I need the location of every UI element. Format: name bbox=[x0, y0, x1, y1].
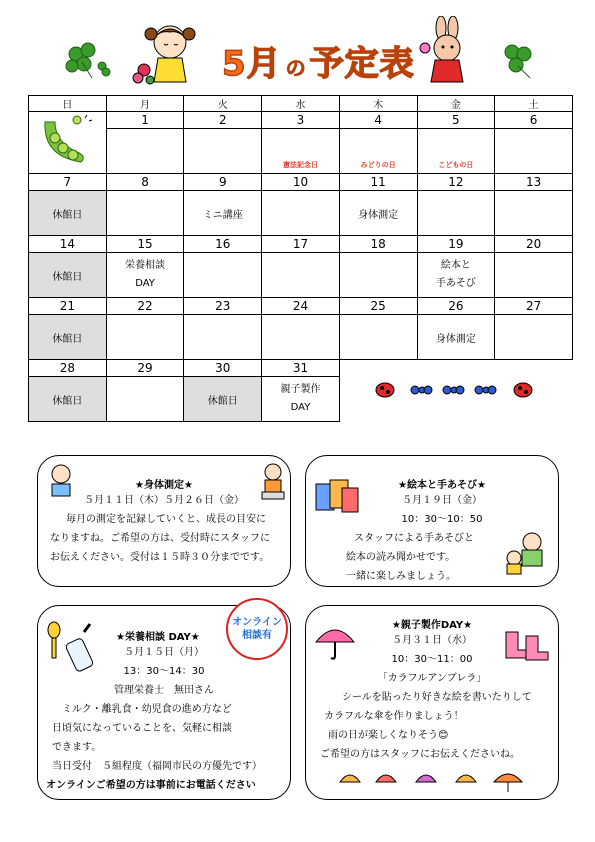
date-cell: 15 bbox=[106, 236, 184, 253]
title-month: 5月 bbox=[222, 44, 282, 84]
online-consultation-badge bbox=[226, 598, 288, 660]
date-cell: 30 bbox=[184, 360, 262, 377]
date-cell: 27 bbox=[495, 298, 573, 315]
date-cell: 21 bbox=[29, 298, 107, 315]
parent-and-child-icon bbox=[502, 530, 554, 576]
rabbit-icon bbox=[415, 16, 475, 88]
nutrition-text-1: ミルク・離乳食・幼児食の進め方など bbox=[62, 704, 232, 715]
rain-boots-icon bbox=[502, 628, 552, 664]
weekday-wed: 水 bbox=[262, 96, 340, 112]
date-cell: 1 bbox=[106, 112, 184, 129]
event-cell bbox=[417, 129, 495, 174]
event-cell bbox=[106, 315, 184, 360]
holiday-label: こどもの日 bbox=[438, 161, 474, 169]
measurement-text-1: 毎月の測定を記録していくと、成長の目安に bbox=[66, 514, 266, 525]
week-4-events bbox=[29, 315, 573, 360]
nutrition-title: ★栄養相談 DAY★ bbox=[116, 632, 200, 643]
event-cell bbox=[184, 129, 262, 174]
week-2-events bbox=[29, 191, 573, 236]
closed-day-cell: 休館日 bbox=[29, 377, 107, 422]
measurement-text-2: なりますね。ご希望の方は、受付時にスタッフに bbox=[50, 533, 270, 544]
event-cell bbox=[495, 191, 573, 236]
date-cell: 19 bbox=[417, 236, 495, 253]
date-cell: 16 bbox=[184, 236, 262, 253]
umbrella-icon bbox=[314, 620, 356, 662]
event-cell bbox=[184, 253, 262, 298]
week-1-events bbox=[29, 129, 573, 174]
nutrition-text-3: できます。 bbox=[52, 742, 102, 753]
craft-text-4: ご希望の方はスタッフにお伝えくださいね。 bbox=[320, 749, 520, 760]
weekday-mon: 月 bbox=[106, 96, 184, 112]
date-cell: 17 bbox=[262, 236, 340, 253]
nutrition-online-note: オンラインご希望の方は事前にお電話ください bbox=[46, 780, 256, 791]
picturebook-title: ★絵本と手あそび★ bbox=[398, 480, 486, 491]
holiday-label: 憲法記念日 bbox=[282, 161, 318, 169]
badge-text-1: オンライン bbox=[232, 617, 282, 628]
closed-day-cell: 休館日 bbox=[184, 377, 262, 422]
closed-day-cell: 休館日 bbox=[29, 253, 107, 298]
weekday-sat: 土 bbox=[495, 96, 573, 112]
baby-on-scale-icon bbox=[260, 462, 286, 502]
event-cell bbox=[106, 129, 184, 174]
nutrition-text-4: 当日受付 ５組程度（福岡市民の方優先です） bbox=[52, 761, 262, 772]
event-cell bbox=[262, 253, 340, 298]
craft-info-box bbox=[305, 605, 559, 800]
craft-time: 10：30〜11：00 bbox=[391, 654, 473, 665]
event-cell: 身体測定 bbox=[339, 191, 417, 236]
date-cell: 6 bbox=[495, 112, 573, 129]
date-cell: 23 bbox=[184, 298, 262, 315]
picturebook-text-3: 一緒に楽しみましょう。 bbox=[346, 571, 456, 582]
event-text: 親子製作 bbox=[280, 384, 321, 395]
date-cell: 8 bbox=[106, 174, 184, 191]
peas-cell bbox=[29, 112, 107, 174]
event-text: 栄養相談 bbox=[125, 260, 166, 271]
closed-day-cell: 休館日 bbox=[29, 191, 107, 236]
measurement-date: ５月１１日（木）５月２６日（金） bbox=[84, 495, 244, 506]
weekday-header-row bbox=[29, 96, 573, 112]
clover-icon bbox=[498, 40, 538, 80]
nutrition-time: 13：30〜14：30 bbox=[123, 666, 205, 677]
craft-title: ★親子製作DAY★ bbox=[391, 620, 473, 631]
date-cell: 4 bbox=[339, 112, 417, 129]
closed-day-cell: 休館日 bbox=[29, 315, 107, 360]
picturebook-time: 10：30〜10：50 bbox=[401, 514, 483, 525]
calendar-table bbox=[28, 95, 573, 422]
date-cell: 10 bbox=[262, 174, 340, 191]
event-cell bbox=[495, 129, 573, 174]
event-cell bbox=[495, 315, 573, 360]
week-1-dates bbox=[29, 112, 573, 129]
event-cell bbox=[417, 253, 495, 298]
event-text: 絵本と bbox=[440, 260, 471, 271]
date-cell: 28 bbox=[29, 360, 107, 377]
picturebook-text-1: スタッフによる手あそびと bbox=[354, 533, 474, 544]
measurement-text-3: お伝えください。受付は１５時３０分までです。 bbox=[50, 552, 270, 563]
date-cell: 26 bbox=[417, 298, 495, 315]
date-cell: 7 bbox=[29, 174, 107, 191]
small-umbrellas-icon bbox=[336, 766, 536, 796]
event-cell bbox=[262, 129, 340, 174]
date-cell: 14 bbox=[29, 236, 107, 253]
craft-subtitle: 「カラフルアンブレラ」 bbox=[377, 673, 487, 684]
nutrition-text-2: 日頃気になっていることを、気軽に相談 bbox=[52, 723, 232, 734]
event-cell bbox=[262, 377, 340, 422]
date-cell: 31 bbox=[262, 360, 340, 377]
weekday-tue: 火 bbox=[184, 96, 262, 112]
badge-text-2: 相談有 bbox=[242, 630, 272, 641]
date-cell: 20 bbox=[495, 236, 573, 253]
event-cell bbox=[106, 191, 184, 236]
craft-text-1: シールを貼ったり好きな絵を書いたりして bbox=[342, 692, 532, 703]
week-5-dates bbox=[29, 360, 573, 377]
craft-date: ５月３１日（水） bbox=[392, 635, 472, 646]
picture-books-icon bbox=[314, 478, 360, 518]
date-cell: 13 bbox=[495, 174, 573, 191]
weekday-fri: 金 bbox=[417, 96, 495, 112]
measurement-info-box bbox=[37, 455, 291, 587]
nutrition-advisor: 管理栄養士 無田さん bbox=[114, 685, 214, 696]
girl-with-flowers-icon bbox=[128, 20, 208, 86]
picturebook-text-2: 絵本の読み聞かせです。 bbox=[346, 552, 456, 563]
header bbox=[0, 0, 595, 92]
weekday-sun: 日 bbox=[29, 96, 107, 112]
event-text: DAY bbox=[290, 402, 311, 413]
event-cell bbox=[339, 129, 417, 174]
event-cell: 身体測定 bbox=[417, 315, 495, 360]
craft-text-3: 雨の日が楽しくなりそう😊 bbox=[328, 730, 449, 741]
event-cell bbox=[495, 253, 573, 298]
peas-icon bbox=[37, 112, 97, 170]
event-text: DAY bbox=[135, 278, 155, 289]
event-cell bbox=[106, 377, 184, 422]
date-cell: 9 bbox=[184, 174, 262, 191]
nutrition-date: ５月１５日（月） bbox=[124, 647, 204, 658]
measurement-title: ★身体測定★ bbox=[135, 480, 193, 491]
clover-icon bbox=[62, 40, 112, 80]
date-cell: 24 bbox=[262, 298, 340, 315]
date-cell: 11 bbox=[339, 174, 417, 191]
ants-cell bbox=[339, 360, 572, 422]
date-cell: 29 bbox=[106, 360, 184, 377]
week-4-dates bbox=[29, 298, 573, 315]
title-particle: の bbox=[285, 56, 306, 80]
event-cell bbox=[262, 315, 340, 360]
holiday-label: みどりの日 bbox=[360, 161, 396, 169]
ladybug-and-ants-icon bbox=[371, 374, 541, 404]
picturebook-date: ５月１９日（金） bbox=[402, 495, 482, 506]
page-title bbox=[222, 36, 415, 82]
week-3-events bbox=[29, 253, 573, 298]
title-schedule: 予定表 bbox=[309, 44, 415, 84]
date-cell: 12 bbox=[417, 174, 495, 191]
event-cell: ミニ講座 bbox=[184, 191, 262, 236]
event-cell bbox=[417, 191, 495, 236]
event-cell bbox=[339, 253, 417, 298]
craft-text-2: カラフルな傘を作りましょう！ bbox=[324, 711, 464, 722]
date-cell: 18 bbox=[339, 236, 417, 253]
picturebook-info-box bbox=[305, 455, 559, 587]
event-cell bbox=[184, 315, 262, 360]
date-cell: 2 bbox=[184, 112, 262, 129]
baby-icon bbox=[46, 462, 76, 498]
week-2-dates bbox=[29, 174, 573, 191]
event-cell bbox=[106, 253, 184, 298]
baby-bottle-and-spoon-icon bbox=[44, 614, 102, 674]
event-text: 手あそび bbox=[435, 278, 476, 289]
event-cell bbox=[262, 191, 340, 236]
date-cell: 3 bbox=[262, 112, 340, 129]
date-cell: 22 bbox=[106, 298, 184, 315]
weekday-thu: 木 bbox=[339, 96, 417, 112]
week-3-dates bbox=[29, 236, 573, 253]
date-cell: 5 bbox=[417, 112, 495, 129]
date-cell: 25 bbox=[339, 298, 417, 315]
event-cell bbox=[339, 315, 417, 360]
